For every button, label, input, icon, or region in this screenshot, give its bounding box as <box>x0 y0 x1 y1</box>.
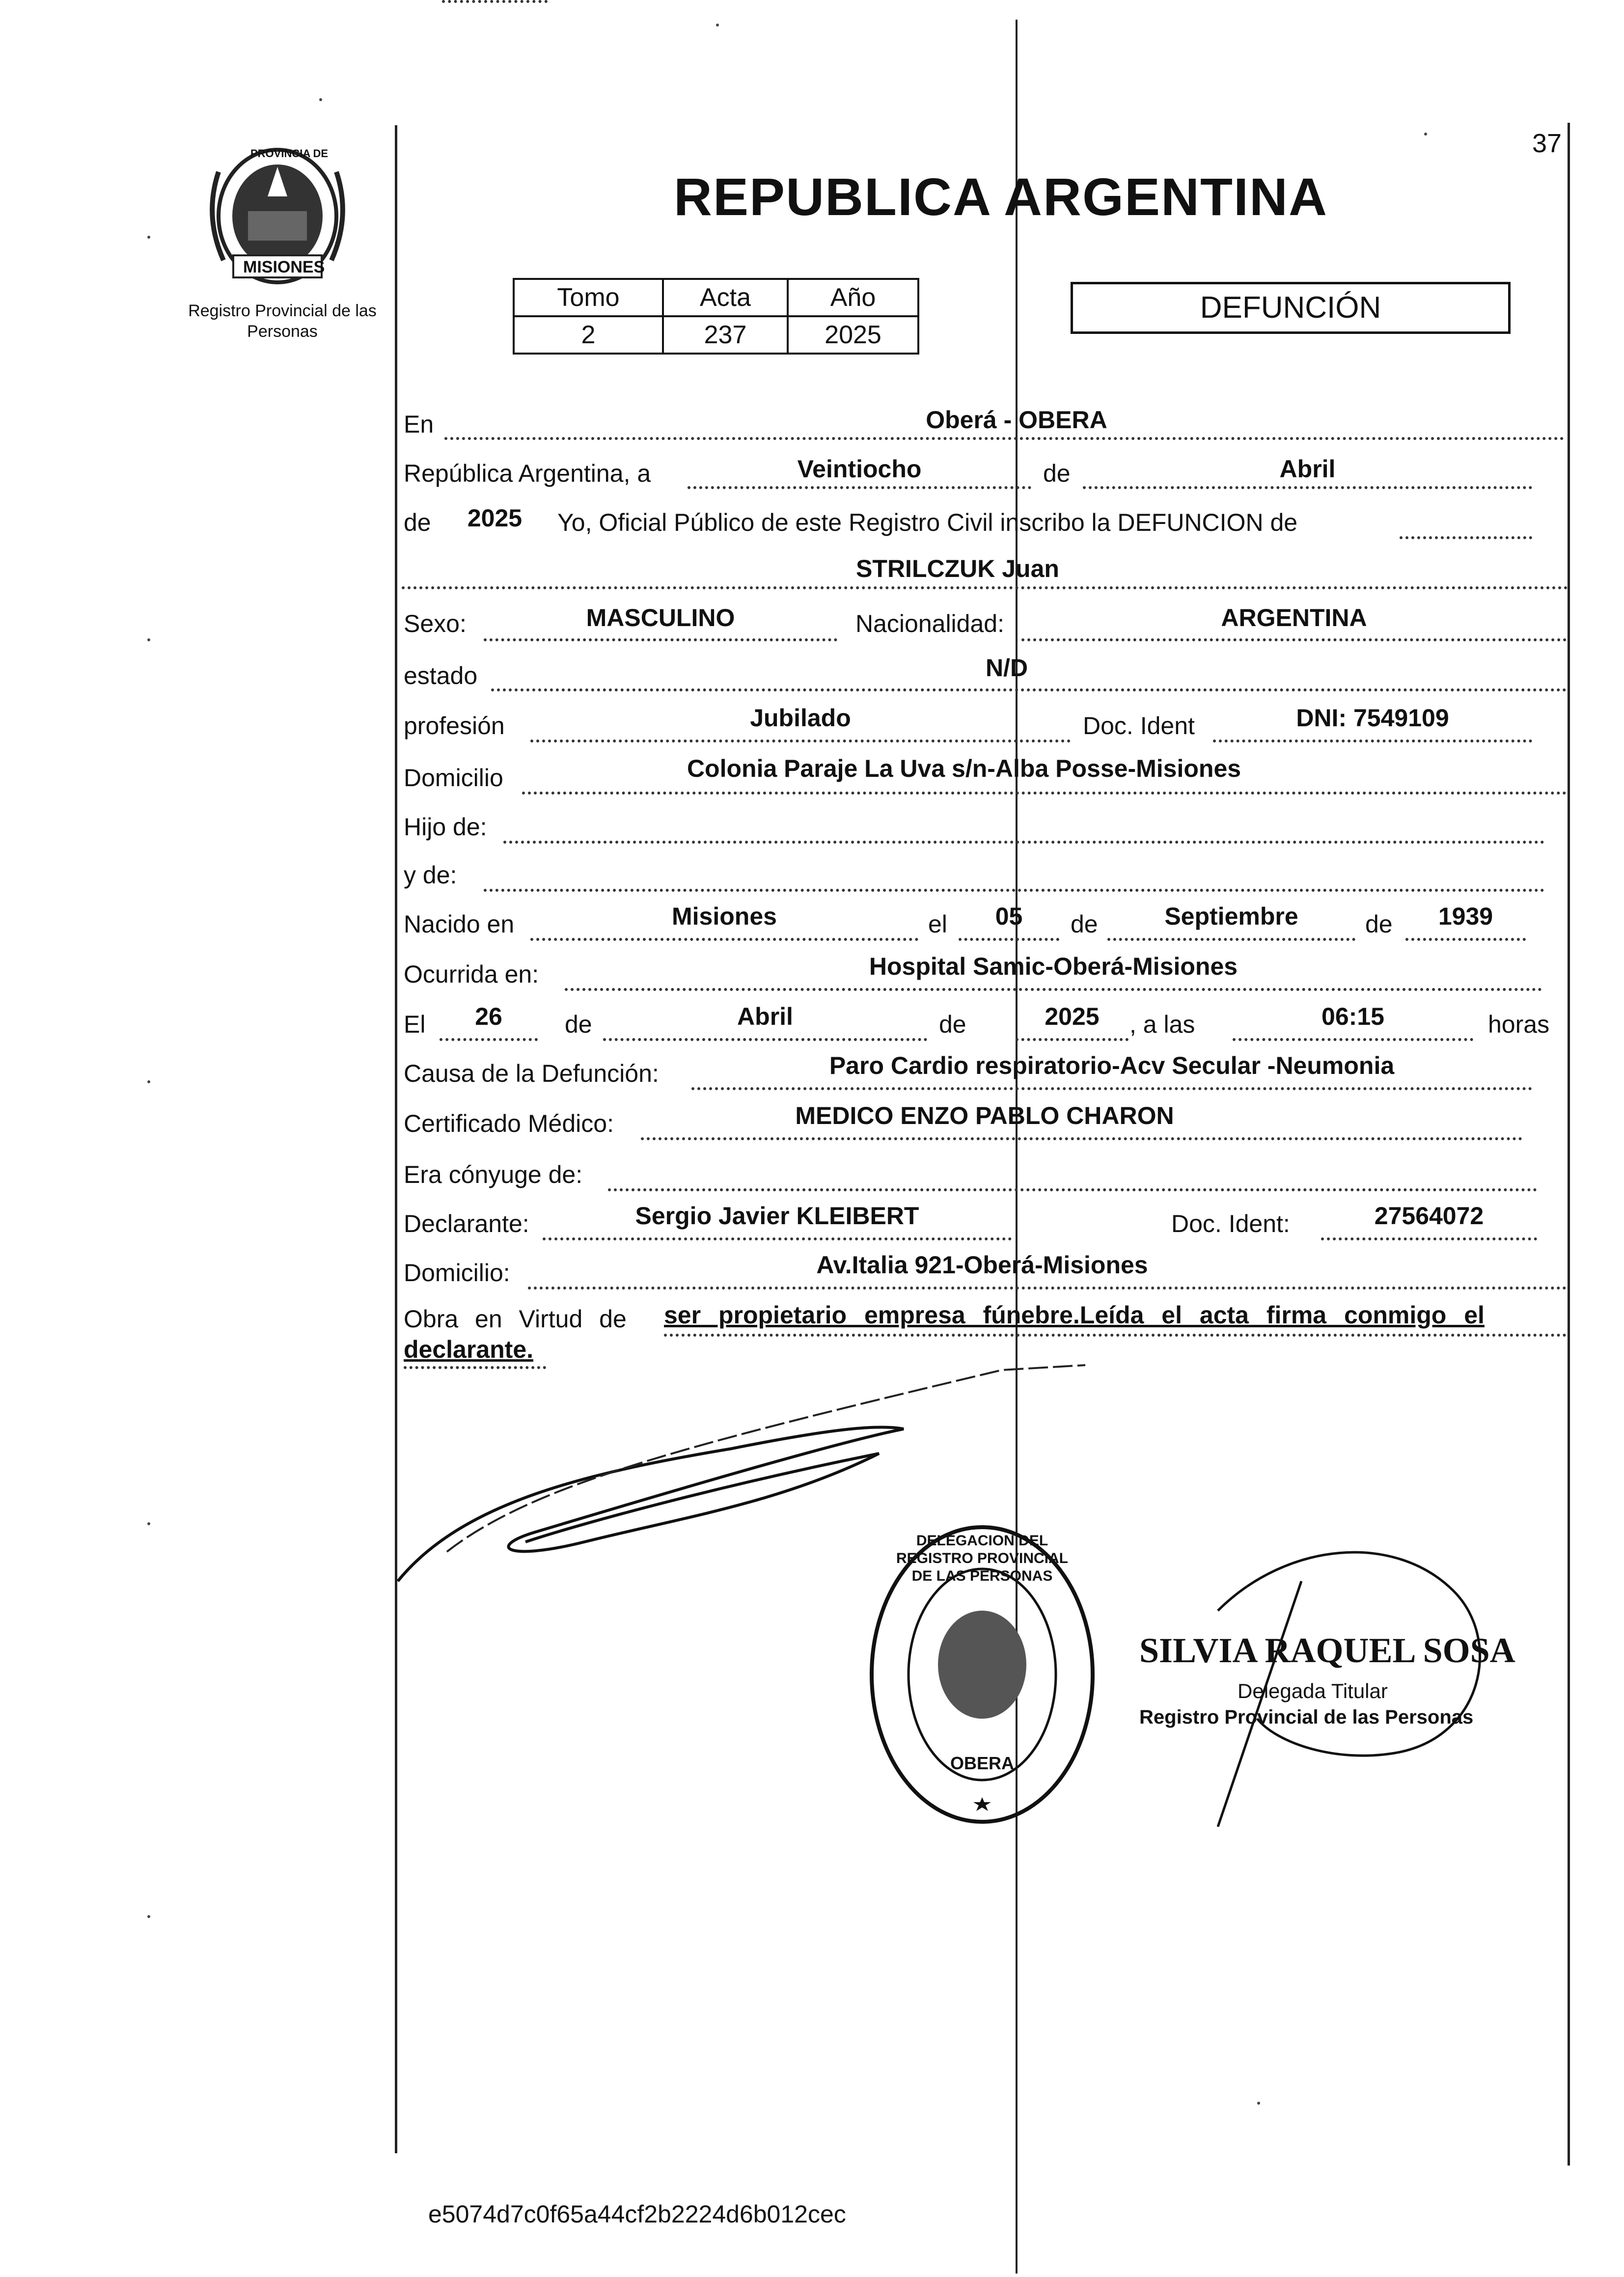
document-hash: e5074d7c0f65a44cf2b2224d6b012cec <box>428 2200 846 2228</box>
death-month: Abril <box>737 1003 793 1030</box>
scan-speck <box>147 638 150 641</box>
scan-speck <box>1257 2102 1260 2105</box>
profesion-line <box>530 740 1071 742</box>
record-table <box>513 278 919 355</box>
doc2-line <box>1321 1237 1537 1240</box>
nacido-line <box>530 938 918 941</box>
republica-label: República Argentina, a <box>404 460 651 487</box>
year-label: de <box>404 509 431 536</box>
domicilio-value: Colonia Paraje La Uva s/n-Alba Posse-Misiones <box>687 755 1241 782</box>
hijo-label: Hijo de: <box>404 813 487 841</box>
record-type-box <box>1071 282 1511 334</box>
certificado-label: Certificado Médico: <box>404 1110 614 1137</box>
scan-speck <box>147 1080 150 1083</box>
official-name: SILVIA RAQUEL SOSA <box>1139 1631 1515 1670</box>
birth-de1-label: de <box>1071 910 1098 938</box>
official-stamp <box>867 1522 1098 1827</box>
doc2-value: 27564072 <box>1374 1202 1484 1230</box>
birth-day-line <box>959 938 1059 941</box>
sexo-line <box>484 638 837 641</box>
name-line <box>402 586 1568 589</box>
table-header: Tomo <box>514 279 663 316</box>
year-line <box>442 0 548 3</box>
death-time-line <box>1233 1038 1473 1041</box>
birth-de2-label: de <box>1365 910 1393 938</box>
table-cell-anio: 2025 <box>788 316 918 354</box>
death-year-line <box>1016 1038 1129 1041</box>
official-office: Registro Provincial de las Personas <box>1139 1706 1474 1728</box>
death-de1-label: de <box>565 1011 592 1038</box>
declarante-label: Declarante: <box>404 1210 529 1237</box>
birth-year: 1939 <box>1438 903 1493 930</box>
domicilio-label: Domicilio <box>404 764 503 792</box>
stamp-ring-text: DELEGACION DEL REGISTRO PROVINCIAL DE LAS PERSONAS <box>896 1533 1069 1584</box>
profesion-value: Jubilado <box>750 704 851 732</box>
estado-label: estado <box>404 662 478 689</box>
doc-value: DNI: 7549109 <box>1296 704 1449 732</box>
fold-line <box>1016 20 1018 2274</box>
horas-label: horas <box>1488 1011 1550 1038</box>
year-value: 2025 <box>467 504 523 532</box>
el2-label: El <box>404 1011 426 1038</box>
nacionalidad-label: Nacionalidad: <box>855 610 1004 637</box>
birth-day: 05 <box>995 903 1023 930</box>
table-cell-tomo: 2 <box>514 316 663 354</box>
sexo-value: MASCULINO <box>586 604 735 631</box>
month-value: Abril <box>1279 455 1336 483</box>
obra-line <box>664 1334 1567 1337</box>
scan-speck <box>147 1915 150 1918</box>
table-header: Acta <box>663 279 788 316</box>
doc-label: Doc. Ident <box>1083 712 1195 740</box>
certificado-value: MEDICO ENZO PABLO CHARON <box>795 1102 1174 1129</box>
seal-text-bottom: MISIONES <box>243 258 325 276</box>
day-line <box>688 486 1031 489</box>
obra-value-2: declarante. <box>404 1336 534 1363</box>
obra-value: ser propietario empresa fúnebre.Leída el acta firma conmigo el <box>664 1301 1485 1329</box>
statement-text: Yo, Oficial Público de este Registro Civil inscribo la DEFUNCION de <box>557 509 1298 536</box>
stamp-city: OBERA <box>950 1753 1014 1773</box>
record-type: DEFUNCIÓN <box>1200 291 1381 325</box>
domicilio2-line <box>528 1287 1567 1289</box>
table-cell-acta: 237 <box>663 316 788 354</box>
death-day: 26 <box>475 1003 502 1030</box>
declarante-value: Sergio Javier KLEIBERT <box>635 1202 919 1230</box>
day-value: Veintiocho <box>797 455 922 483</box>
doc-line <box>1213 740 1532 742</box>
de-label: de <box>1043 460 1071 487</box>
seal-text-top: PROVINCIA DE <box>250 147 329 160</box>
domicilio-line <box>522 792 1567 795</box>
conyuge-label: Era cónyuge de: <box>404 1161 583 1188</box>
official-role: Delegada Titular <box>1238 1679 1388 1702</box>
a-las-label: , a las <box>1129 1011 1195 1038</box>
domicilio2-value: Av.Italia 921-Oberá-Misiones <box>816 1251 1148 1279</box>
certificado-line <box>641 1137 1522 1140</box>
death-time: 06:15 <box>1321 1003 1384 1030</box>
causa-line <box>691 1087 1532 1090</box>
declarante-line <box>543 1237 1012 1240</box>
page-title: REPUBLICA ARGENTINA <box>674 167 1328 226</box>
nacido-value: Misiones <box>672 903 777 930</box>
conyuge-line <box>608 1188 1537 1191</box>
profesion-label: profesión <box>404 712 505 740</box>
month-line <box>1083 486 1532 489</box>
ocurrida-label: Ocurrida en: <box>404 960 539 988</box>
estado-value: N/D <box>985 654 1028 682</box>
scan-speck <box>716 24 719 27</box>
scan-speck <box>147 1522 150 1525</box>
en-line <box>444 437 1564 440</box>
nacido-label: Nacido en <box>404 910 515 938</box>
provincial-seal <box>194 142 361 290</box>
statement-tail-line <box>1400 536 1532 539</box>
estado-line <box>491 688 1567 691</box>
ocurrida-value: Hospital Samic-Oberá-Misiones <box>869 953 1238 980</box>
scan-speck <box>1424 133 1427 136</box>
y-de-line <box>484 889 1544 892</box>
right-margin-line <box>1568 123 1570 2166</box>
page-number: 37 <box>1532 129 1562 158</box>
death-month-line <box>603 1038 927 1041</box>
birth-year-line <box>1405 938 1526 941</box>
causa-value: Paro Cardio respiratorio-Acv Secular -Neumonia <box>829 1052 1395 1079</box>
birth-month-line <box>1107 938 1355 941</box>
hijo-line <box>503 841 1544 844</box>
causa-label: Causa de la Defunción: <box>404 1060 659 1087</box>
nacionalidad-value: ARGENTINA <box>1221 604 1367 631</box>
table-header: Año <box>788 279 918 316</box>
sexo-label: Sexo: <box>404 610 467 637</box>
doc2-label: Doc. Ident: <box>1171 1210 1290 1237</box>
death-year: 2025 <box>1045 1003 1100 1030</box>
deceased-name: STRILCZUK Juan <box>856 555 1059 582</box>
obra-label: Obra en Virtud de <box>404 1305 627 1333</box>
el-label: el <box>928 910 947 938</box>
y-de-label: y de: <box>404 861 457 889</box>
nacionalidad-line <box>1021 638 1567 641</box>
en-label: En <box>404 411 434 438</box>
en-value: Oberá - OBERA <box>926 406 1107 434</box>
birth-month: Septiembre <box>1164 903 1298 930</box>
scan-speck <box>319 98 322 101</box>
scan-speck <box>147 236 150 239</box>
left-margin-line <box>395 125 397 2153</box>
domicilio2-label: Domicilio: <box>404 1259 510 1287</box>
ocurrida-line <box>565 988 1542 991</box>
death-de2-label: de <box>939 1011 966 1038</box>
registry-name: Registro Provincial de las Personas <box>188 302 377 341</box>
death-day-line <box>440 1038 538 1041</box>
